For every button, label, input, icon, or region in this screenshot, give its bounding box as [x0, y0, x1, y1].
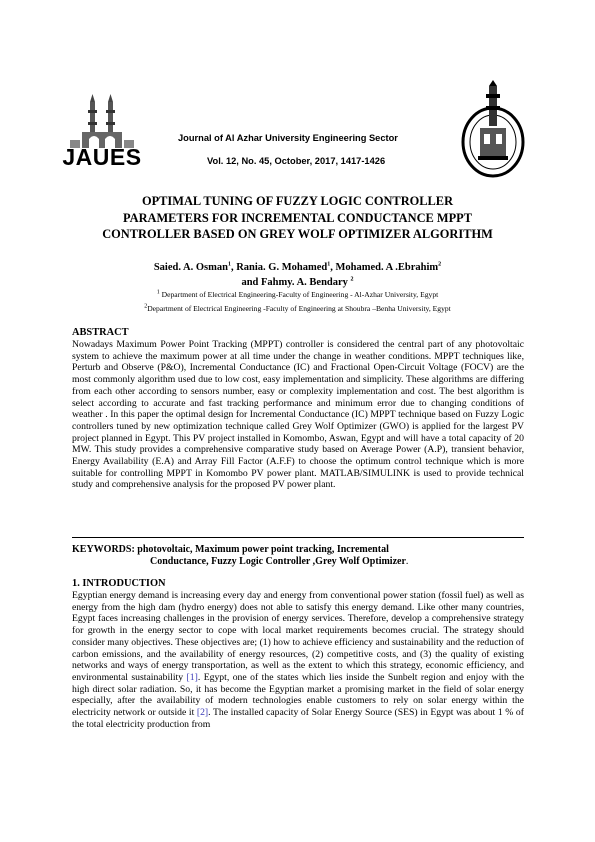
author-1-affil: 1 — [227, 261, 231, 268]
intro-body — [72, 590, 524, 730]
keywords-line-2-wrap — [72, 556, 524, 568]
journal-name: Journal of Al Azhar University Engineering Sector — [178, 133, 398, 143]
intro-text-2: . Egypt, one of the states which lies inside the Sunbelt region and enjoy with the high direct solar radiation. So, it has become the Egyptian market a promising market in the field of solar energy especially, after the availability of modern technologies enable customers to rely on solar energy within the electricity network or outside it — [72, 671, 525, 719]
author-1: Saied. A. Osman — [153, 262, 228, 273]
keywords — [72, 544, 524, 568]
azhar-seal — [458, 80, 528, 180]
affiliation-1 — [40, 290, 555, 299]
author-2: , Rania. G. Mohamed — [230, 262, 328, 273]
author-line-1 — [40, 260, 555, 275]
author-3: , Mohamed. A .Ebrahim — [330, 262, 439, 273]
keywords-line-1: KEYWORDS: photovoltaic, Maximum power point tracking, Incremental — [72, 544, 389, 555]
intro-text-1: Egyptian energy demand is increasing every day and energy from conventional power station (fossil fuel) as well as energy from the high dam (hydro energy) does not able to satisfy this energy demand. Like other many countries, Egypt faces increasing challenges in the provision of energy services. Therefore, develop a comprehensive strategy for growth in the energy sector to cope with local market requirements becomes crucial. The strategy should consider many objectives. These objectives are; (1) how to achieve efficiency and sustainability and the reduction of carbon emissions, and the availability of energy resources, (2) competitive costs, and (3) the quality of existing networks and ways of energy transportation, as well as the extent to which this strategy, economic efficiency, and environmental sustainability — [72, 590, 524, 683]
affiliation-2 — [40, 304, 555, 313]
intro-text-3: . The installed capacity of Solar Energy Source (SES) in Egypt was about 1 % of the total electricity production from — [72, 707, 524, 730]
author-2-affil: 1 — [327, 261, 331, 268]
abstract-body: Nowadays Maximum Power Point Tracking (MPPT) controller is considered the central part of any photovoltaic system to achieve the maximum power at all time under the change in weather conditions. MPPT techniques like, Perturb and Observe (P&O), Incremental Conductance (IC) and Fractional Open-Circuit Voltage (FOCV) are the most commonly algorithm used due to low cost, easy implementation and simplicity. These algorithms are differing from each other according to sensors number, easy or complexity implementation and cost. The best algorithm is select according to accurate and fast tracking performance and minimum error due to changing conditions of weather . In this paper the optimal design for Incremental Conductance (IC) MPPT technique based on Fuzzy Logic controllers tuned by new optimization technique called Grey Wolf Optimizer (GWO) is applied for the largest PV project planned in Egypt. This PV project installed in Komombo, Aswan, Egypt and will have a total capacity of 20 MW. This study provides a comprehensive comparative study based on Average Power (A.P), transient behavior, Energy Availability (E.A) and Array Fill Factor (A.F.F) to choose the optimum control technique which is more suitable for controlling MPPT in Komombo PV power plant. MATLAB/SIMULINK is used to provide technical study and comprehensive analysis for the proposed PV power plant. — [72, 339, 524, 491]
author-4-affil: 2 — [350, 276, 354, 283]
al-azhar-seal-icon — [458, 80, 528, 180]
title-line-1: OPTIMAL TUNING OF FUZZY LOGIC CONTROLLER — [141, 194, 454, 208]
title-line-3: CONTROLLER BASED ON GREY WOLF OPTIMIZER ALGORITHM — [102, 227, 493, 241]
title-line-2: PARAMETERS FOR INCREMENTAL CONDUCTANCE MPPT — [122, 210, 472, 225]
author-line-2 — [40, 275, 555, 290]
affil-2-text: Department of Electrical Engineering -Faculty of Engineering at Shoubra –Benha University, Egypt — [147, 304, 451, 313]
paper-title — [40, 193, 555, 243]
affil-2-marker: 2 — [144, 303, 148, 310]
journal-volume: Vol. 12, No. 45, October, 2017, 1417-1426 — [207, 156, 386, 166]
intro-heading: 1. INTRODUCTION — [72, 578, 166, 589]
jaues-logo — [62, 92, 142, 172]
author-4: and Fahmy. A. Bendary — [241, 277, 351, 288]
abstract-heading: ABSTRACT — [72, 327, 129, 338]
affil-1-text: Department of Electrical Engineering-Faculty of Engineering - Al-Azhar University, Egypt — [159, 290, 439, 299]
author-list — [40, 260, 555, 290]
author-3-affil: 2 — [438, 261, 442, 268]
citation-1-link[interactable]: [1] — [186, 671, 198, 683]
logo-text: JAUES — [62, 144, 142, 170]
keywords-period: . — [405, 556, 409, 567]
citation-2-link[interactable]: [2] — [196, 707, 209, 719]
abstract-divider — [72, 537, 524, 538]
keywords-line-2: Conductance, Fuzzy Logic Controller ,Grey Wolf Optimizer — [150, 556, 406, 567]
affil-1-marker: 1 — [156, 289, 160, 296]
